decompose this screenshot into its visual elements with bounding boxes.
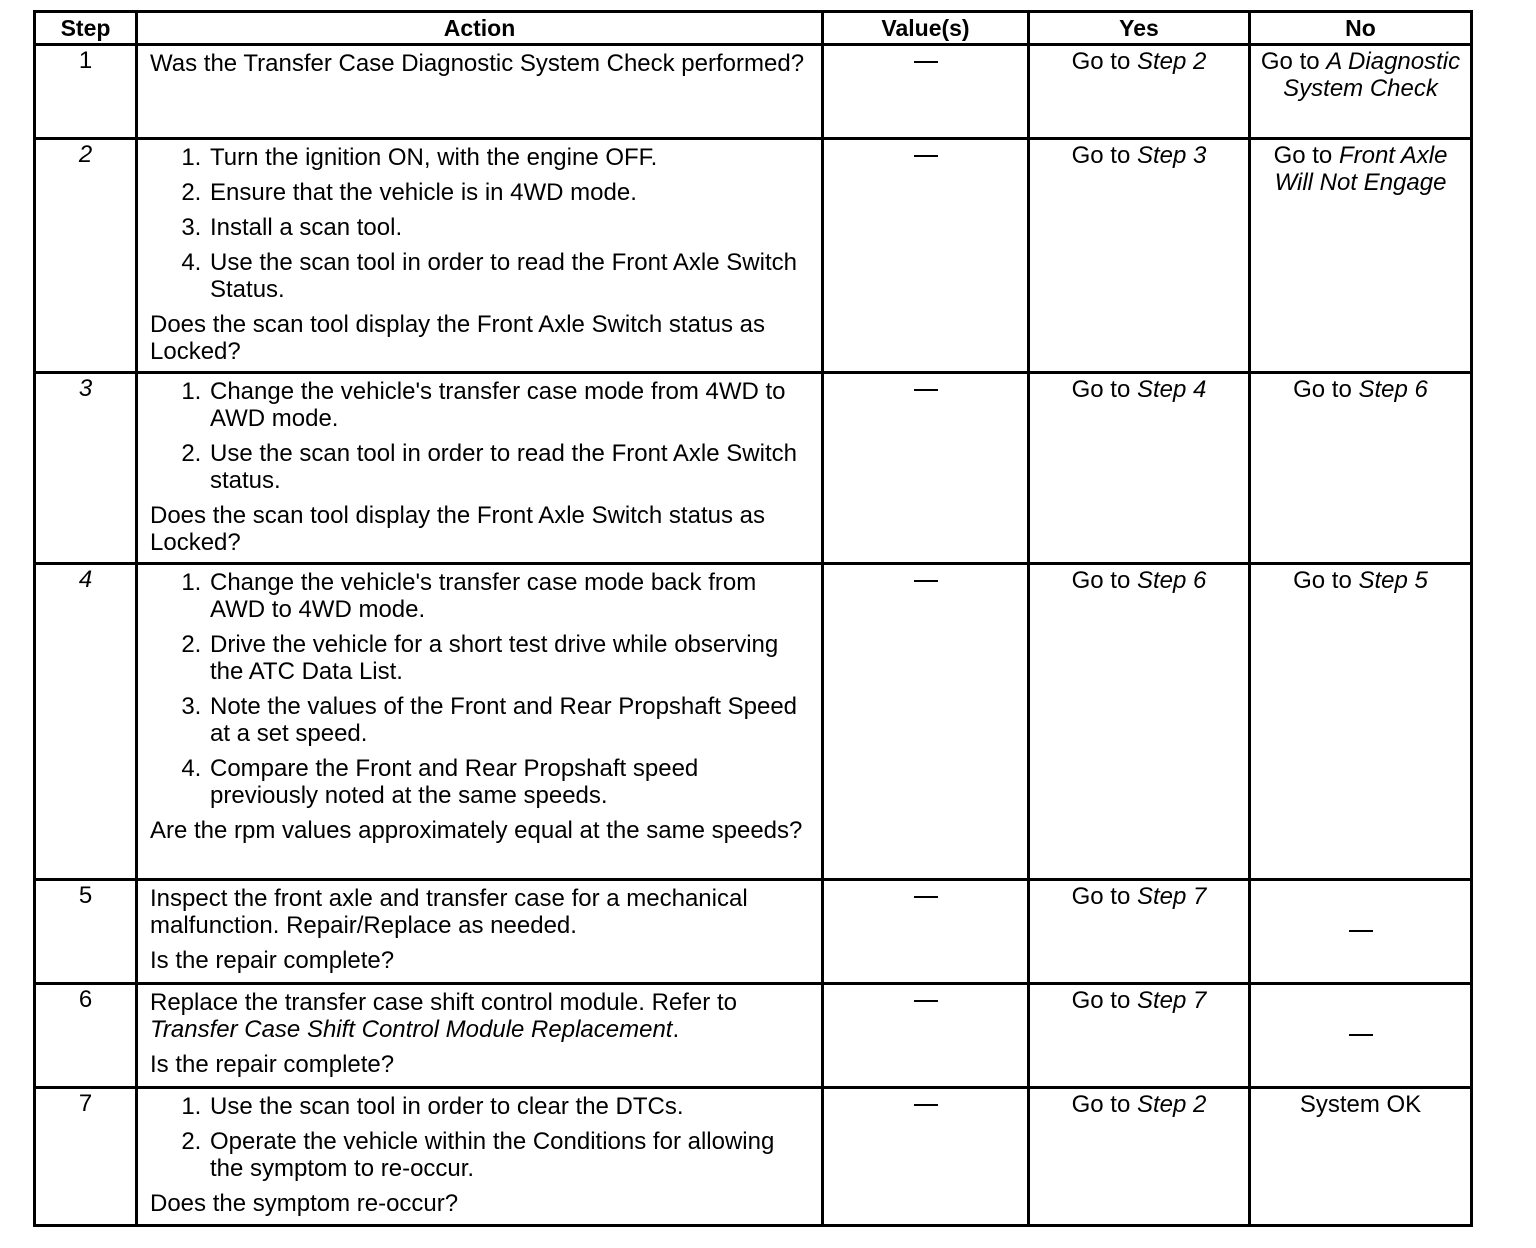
action-question: Is the repair complete? xyxy=(150,1051,395,1078)
no-prefix: Go to xyxy=(1293,567,1359,594)
dash-mark xyxy=(914,155,938,157)
no-cell xyxy=(1250,880,1472,984)
value-cell xyxy=(823,984,1029,1088)
instruction-reference: Transfer Case Shift Control Module Replacement xyxy=(150,1016,673,1043)
dash-mark xyxy=(914,389,938,391)
action-question: Does the scan tool display the Front Axle Switch status as Locked? xyxy=(150,502,765,556)
action-step: 3. Note the values of the Front and Rear Propshaft Speed at a set speed. xyxy=(208,693,811,747)
no-cell xyxy=(1250,564,1472,880)
action-steps xyxy=(150,1093,811,1182)
value-cell xyxy=(823,139,1029,373)
action-cell xyxy=(137,880,823,984)
table-row xyxy=(35,1088,1472,1226)
value-cell xyxy=(823,564,1029,880)
yes-cell xyxy=(1029,1088,1250,1226)
yes-target: Step 2 xyxy=(1136,48,1207,75)
header-action: Action xyxy=(137,12,823,45)
action-question: Are the rpm values approximately equal at the same speeds? xyxy=(150,817,803,844)
yes-prefix: Go to xyxy=(1071,883,1137,910)
action-question: Is the repair complete? xyxy=(150,947,395,974)
no-cell xyxy=(1250,984,1472,1088)
yes-cell xyxy=(1029,139,1250,373)
no-cell xyxy=(1250,139,1472,373)
yes-target: Step 2 xyxy=(1136,1091,1207,1118)
action-steps xyxy=(150,144,811,303)
yes-cell xyxy=(1029,564,1250,880)
yes-prefix: Go to xyxy=(1071,1091,1137,1118)
no-prefix: Go to xyxy=(1293,376,1359,403)
action-step: 2. Drive the vehicle for a short test drive while observing the ATC Data List. xyxy=(208,631,811,685)
no-cell xyxy=(1250,373,1472,564)
action-cell xyxy=(137,373,823,564)
action-step: 1. Change the vehicle's transfer case mode from 4WD to AWD mode. xyxy=(208,378,811,432)
value-cell xyxy=(823,1088,1029,1226)
yes-target: Step 3 xyxy=(1136,142,1207,169)
action-step: 1. Use the scan tool in order to clear the DTCs. xyxy=(208,1093,811,1120)
yes-prefix: Go to xyxy=(1071,48,1137,75)
no-cell xyxy=(1250,45,1472,139)
table-row xyxy=(35,984,1472,1088)
action-instruction: Inspect the front axle and transfer case for a mechanical malfunction. Repair/Replace as needed. xyxy=(150,885,748,939)
step-number: 1 xyxy=(35,45,137,139)
yes-prefix: Go to xyxy=(1071,142,1137,169)
action-cell xyxy=(137,45,823,139)
dash-mark xyxy=(914,1104,938,1106)
step-number: 5 xyxy=(35,880,137,984)
step-number: 3 xyxy=(35,373,137,564)
no-target: Step 5 xyxy=(1358,567,1428,594)
action-step: 4. Compare the Front and Rear Propshaft speed previously noted at the same speeds. xyxy=(208,755,811,809)
yes-cell xyxy=(1029,880,1250,984)
action-step: 3. Install a scan tool. xyxy=(208,214,811,241)
action-step: 2. Operate the vehicle within the Conditions for allowing the symptom to re-occur. xyxy=(208,1128,811,1182)
header-no: No xyxy=(1250,12,1472,45)
action-step: 4. Use the scan tool in order to read the Front Axle Switch Status. xyxy=(208,249,811,303)
yes-target: Step 7 xyxy=(1136,883,1207,910)
dash-mark xyxy=(914,896,938,898)
dash-mark xyxy=(914,580,938,582)
no-target: Step 6 xyxy=(1358,376,1428,403)
header-step: Step xyxy=(35,12,137,45)
action-cell xyxy=(137,139,823,373)
no-cell: System OK xyxy=(1250,1088,1472,1226)
action-step: 1. Change the vehicle's transfer case mode back from AWD to 4WD mode. xyxy=(208,569,811,623)
diagnostic-table xyxy=(33,10,1473,1227)
yes-prefix: Go to xyxy=(1071,567,1137,594)
yes-cell xyxy=(1029,984,1250,1088)
action-steps xyxy=(150,378,811,494)
table-row xyxy=(35,564,1472,880)
no-target: Front Axle Will Not Engage xyxy=(1274,142,1448,196)
action-cell xyxy=(137,984,823,1088)
value-cell xyxy=(823,880,1029,984)
action-step: 2. Ensure that the vehicle is in 4WD mode. xyxy=(208,179,811,206)
action-question: Does the scan tool display the Front Axle Switch status as Locked? xyxy=(150,311,765,365)
table-row xyxy=(35,373,1472,564)
action-question: Was the Transfer Case Diagnostic System Check performed? xyxy=(150,50,805,77)
table-row xyxy=(35,139,1472,373)
action-steps xyxy=(150,569,811,809)
value-cell xyxy=(823,373,1029,564)
yes-target: Step 4 xyxy=(1136,376,1207,403)
action-cell xyxy=(137,564,823,880)
dash-mark xyxy=(1349,1034,1373,1036)
action-question: Does the symptom re-occur? xyxy=(150,1190,459,1217)
action-step: 2. Use the scan tool in order to read the Front Axle Switch status. xyxy=(208,440,811,494)
instruction-text: Replace the transfer case shift control module. Refer to xyxy=(150,989,737,1016)
action-cell xyxy=(137,1088,823,1226)
no-target: A Diagnostic System Check xyxy=(1283,48,1461,102)
step-number: 6 xyxy=(35,984,137,1088)
header-yes: Yes xyxy=(1029,12,1250,45)
no-prefix: Go to xyxy=(1273,142,1339,169)
table-row xyxy=(35,45,1472,139)
header-row xyxy=(35,12,1472,45)
yes-cell xyxy=(1029,45,1250,139)
yes-cell xyxy=(1029,373,1250,564)
dash-mark xyxy=(914,61,938,63)
yes-target: Step 7 xyxy=(1136,987,1207,1014)
action-step: 1. Turn the ignition ON, with the engine OFF. xyxy=(208,144,811,171)
step-number: 4 xyxy=(35,564,137,880)
dash-mark xyxy=(1349,930,1373,932)
yes-prefix: Go to xyxy=(1071,376,1137,403)
step-number: 7 xyxy=(35,1088,137,1226)
instruction-end: . xyxy=(672,1016,680,1043)
table-row xyxy=(35,880,1472,984)
header-values: Value(s) xyxy=(823,12,1029,45)
yes-target: Step 6 xyxy=(1136,567,1207,594)
dash-mark xyxy=(914,1000,938,1002)
no-prefix: Go to xyxy=(1260,48,1327,75)
yes-prefix: Go to xyxy=(1071,987,1137,1014)
value-cell xyxy=(823,45,1029,139)
action-instruction xyxy=(150,989,811,1043)
step-number: 2 xyxy=(35,139,137,373)
